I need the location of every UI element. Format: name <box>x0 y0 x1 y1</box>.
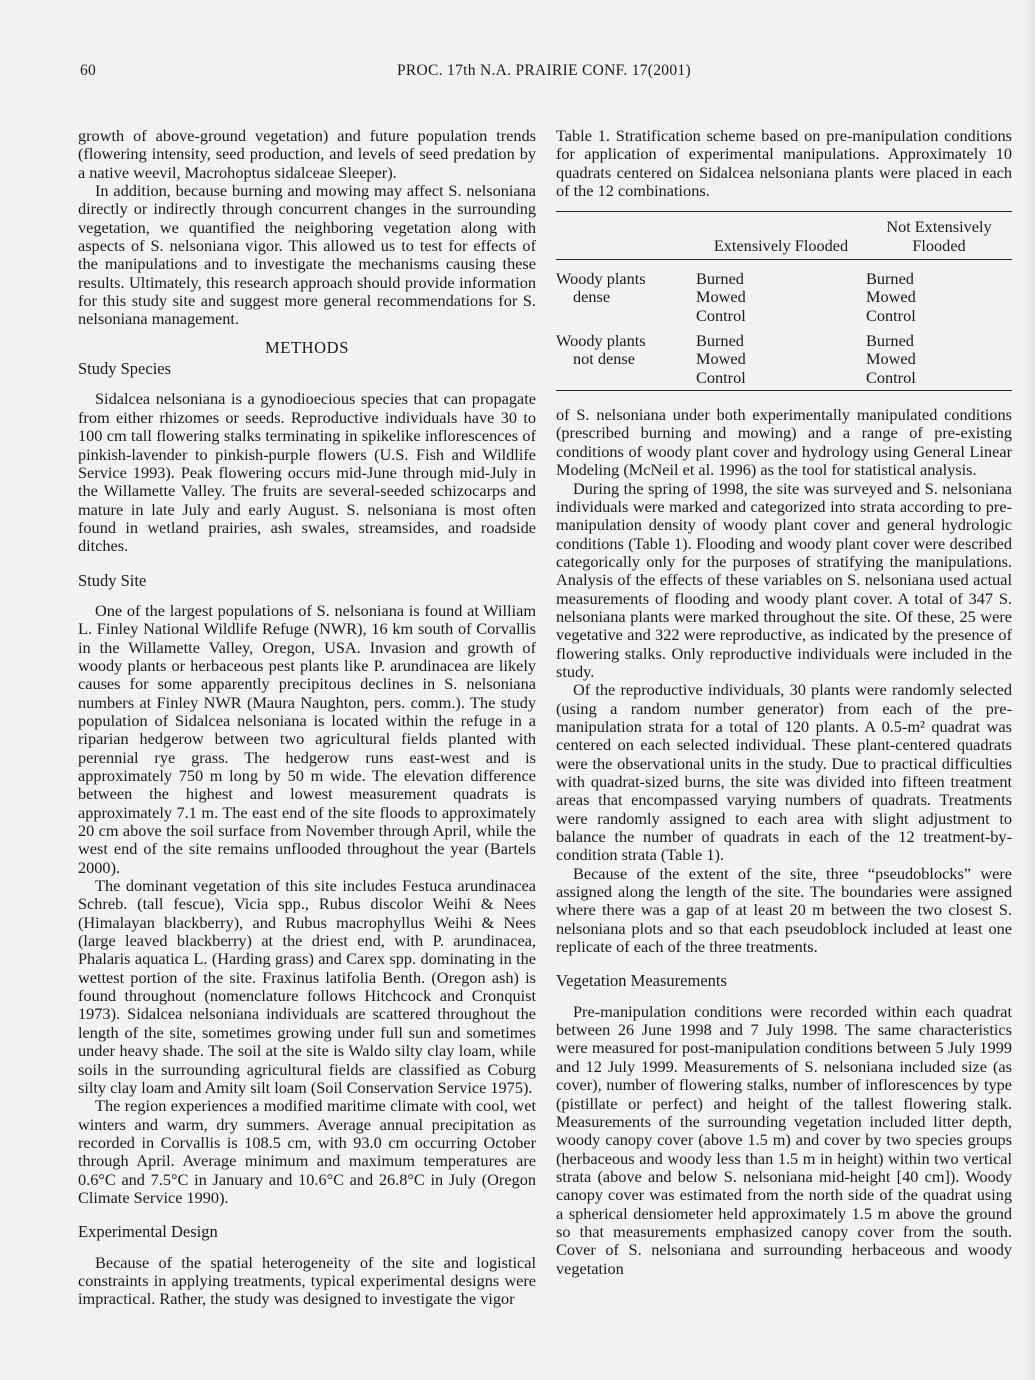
subheading-vegetation-measurements: Vegetation Measurements <box>556 971 727 991</box>
paragraph: Sidalcea nelsoniana is a gynodioecious species that can propagate from either rhizomes or seeds. Reproductive individuals have 30 to 100 cm tall flowering stalks terminating in spikelike inflorescences of pinkish-lavender to pinkish-purple flowers (U.S. Fish and Wildlife Service 1993). Peak flowering occurs mid-June through mid-July in the Willamette Valley. The fruits are several-seeded schizocarps and mature in late July and early August. S. nelsoniana is most often found in wetland prairies, ash swales, streamsides, and roadside ditches. <box>78 389 536 556</box>
table-header-flooded: Extensively Flooded <box>696 212 866 260</box>
paragraph: growth of above-ground vegetation) and future population trends (flowering intensity, seed production, and levels of seed predation by a native weevil, Macrohoptus sidalceae Sleeper). <box>78 126 536 182</box>
treatment-cell: Mowed <box>696 349 746 369</box>
table-header-empty <box>556 212 696 260</box>
treatment-cell: Burned <box>696 331 744 351</box>
paragraph: Because of the spatial heterogeneity of the site and logistical constraints in applying treatments, typical experimental designs were impractical. Rather, the study was designed to investigate the vigor <box>78 1252 536 1309</box>
paragraph: In addition, because burning and mowing may affect S. nelsoniana directly or indirectly through concurrent changes in the surrounding vegetation, we quantified the neighboring vegetation along with aspects of S. nelsoniana vigor. This allowed us to test for effects of the manipulations and to investigate the mechanisms causing these results. Ultimately, this research approach should provide information for this study site and suggest more general recommendations for S. nelsoniana management. <box>78 181 536 329</box>
paragraph: The region experiences a modified maritime climate with cool, wet winters and warm, dry summers. Average annual precipitation as recorded in Corvallis is 108.5 cm, with 93.0 cm occurring October through April. Average minimum and maximum temperatures are 0.6°C and 7.5°C in January and 10.6°C and 26.8°C in July (Oregon Climate Service 1990). <box>78 1096 536 1207</box>
right-column <box>556 127 1012 1278</box>
paragraph: Pre-manipulation conditions were recorded within each quadrat between 26 June 1998 and 7 July 1998. The same characteristics were measured for post-manipulation conditions between 5 July 1999 and 12 July 1999. Measurements of S. nelsoniana included size (as cover), number of flowering stalks, number of inflorescences by type (pistillate or perfect) and height of the tallest flowering stalk. Measurements of the surrounding vegetation included litter depth, woody canopy cover (above 1.5 m) and cover by two species groups (herbaceous and woody less than 1.5 m in height) within two vertical strata (above and below S. nelsoniana mid-height [40 cm]). Woody canopy cover was estimated from the north side of the quadrat using a spherical densiometer held approximately 1.5 m above the ground so that measurements emphasized canopy cover from the south. Cover of S. nelsoniana and surrounding herbaceous and woody vegetation <box>556 1001 1012 1278</box>
treatment-cell: Burned <box>696 269 744 289</box>
table-row <box>556 260 1012 326</box>
left-column <box>78 127 536 1309</box>
treatment-cell: Control <box>696 367 746 387</box>
table-header-not-flooded <box>866 212 1012 260</box>
subheading-study-site: Study Site <box>78 570 147 590</box>
paragraph: Because of the extent of the site, three “pseudoblocks” were assigned along the length of the site. The boundaries were assigned where there was a gap of at least 20 m between the two closest S. nelsoniana plots and so that each pseudoblock included at least one replicate of each of the three treatments. <box>556 863 1012 957</box>
treatment-cell: Control <box>696 305 746 325</box>
paragraph: The dominant vegetation of this site includes Festuca arundinacea Schreb. (tall fescue), Vicia spp., Rubus discolor Weihi & Nees (Himalayan blackberry), and Rubus macrophyllus Weihi & Nees (large leaved blackberry) at the driest end, with P. arundinacea, Phalaris aquatica L. (Harding grass) and Carex spp. dominating in the wettest portion of the site. Fraxinus latifolia Benth. (Oregon ash) is found throughout (nomenclature follows Hitchcock and Cronquist 1973). Sidalcea nelsoniana individuals are scattered throughout the length of the site, sometimes growing under full sun and sometimes under heavy shade. The soil at the site is Waldo silty clay loam, while soils in the surrounding agricultural fields are classified as Coburg silty clay loam and Amity silt loam (Soil Conservation Service 1975). <box>78 876 536 1097</box>
page-number: 60 <box>80 62 97 79</box>
treatment-cell: Burned <box>866 269 914 289</box>
paragraph: During the spring of 1998, the site was surveyed and S. nelsoniana individuals were marked and categorized into strata according to pre-manipulation density of woody plant cover and general hydrologic conditions (Table 1). Flooding and woody plant cover were described categorically only for the purposes of stratifying the manipulations. Analysis of the effects of these variables on S. nelsoniana used actual measurements of flooding and woody plant cover. A total of 347 S. nelsoniana plants were marked throughout the site. Of these, 25 were vegetative and 322 were reproductive, as indicated by the presence of flowering stalks. Only reproductive individuals were included in the study. <box>556 478 1012 681</box>
paragraph: Of the reproductive individuals, 30 plants were randomly selected (using a random number generator) from each of the pre-manipulation strata for a total of 120 plants. A 0.5-m² quadrat was centered on each selected individual. These plant-centered quadrats were the observational units in the study. Due to practical difficulties with quadrat-sized burns, the site was divided into fifteen treatment areas that encompassed varying numbers of quadrats. Treatments were randomly assigned to each area with slight adjustment to balance the number of quadrats in each of the 12 treatment-by-condition strata (Table 1). <box>556 680 1012 865</box>
paragraph: of S. nelsoniana under both experimentally manipulated conditions (prescribed burning and mowing) and a range of pre-existing conditions of woody plant cover and hydrology using General Linear Modeling (McNeil et al. 1996) as the tool for statistical analysis. <box>556 405 1012 480</box>
treatment-cell: Burned <box>866 331 914 351</box>
running-header: PROC. 17th N.A. PRAIRIE CONF. 17(2001) <box>397 62 691 79</box>
header-line: Flooded <box>912 235 966 255</box>
treatment-cell: Mowed <box>866 287 916 307</box>
subheading-experimental-design: Experimental Design <box>78 1222 218 1242</box>
stratification-table <box>556 211 1012 391</box>
header-line: Not Extensively <box>886 217 992 237</box>
row-label: not dense <box>573 349 635 369</box>
row-label: Woody plants <box>556 269 646 289</box>
row-label: dense <box>573 287 611 307</box>
treatment-cell: Mowed <box>866 349 916 369</box>
treatment-cell: Mowed <box>696 287 746 307</box>
table-caption: Table 1. Stratification scheme based on pre-manipulation conditions for application of experimental manipulations. Approximately 10 quadrats centered on Sidalcea nelsoniana plants were placed in each of the 12 combinations. <box>556 126 1012 201</box>
treatment-cell: Control <box>866 305 916 325</box>
page-edge-shadow <box>1021 0 1035 1380</box>
section-heading-methods: METHODS <box>265 337 349 357</box>
paragraph: One of the largest populations of S. nelsoniana is found at William L. Finley National Wildlife Refuge (NWR), 16 km south of Corvallis in the Willamette Valley, Oregon, USA. Invasion and growth of woody plants or herbaceous pest plants like P. arundinacea are likely causes for some apparently precipitous declines in S. nelsoniana numbers at Finley NWR (Maura Naughton, pers. comm.). The study population of Sidalcea nelsoniana is located within the refuge in a riparian hedgerow between two agricultural fields planted with perennial rye grass. The hedgerow runs east-west and is approximately 750 m long by 50 m wide. The elevation difference between the highest and lowest measurement quadrats is approximately 7.1 m. The east end of the site floods to approximately 20 cm above the soil surface from November through April, while the west end of the site remains unflooded throughout the year (Bartels 2000). <box>78 600 536 877</box>
treatment-cell: Control <box>866 367 916 387</box>
row-label: Woody plants <box>556 331 646 351</box>
subheading-study-species: Study Species <box>78 359 172 379</box>
table-row <box>556 325 1012 391</box>
